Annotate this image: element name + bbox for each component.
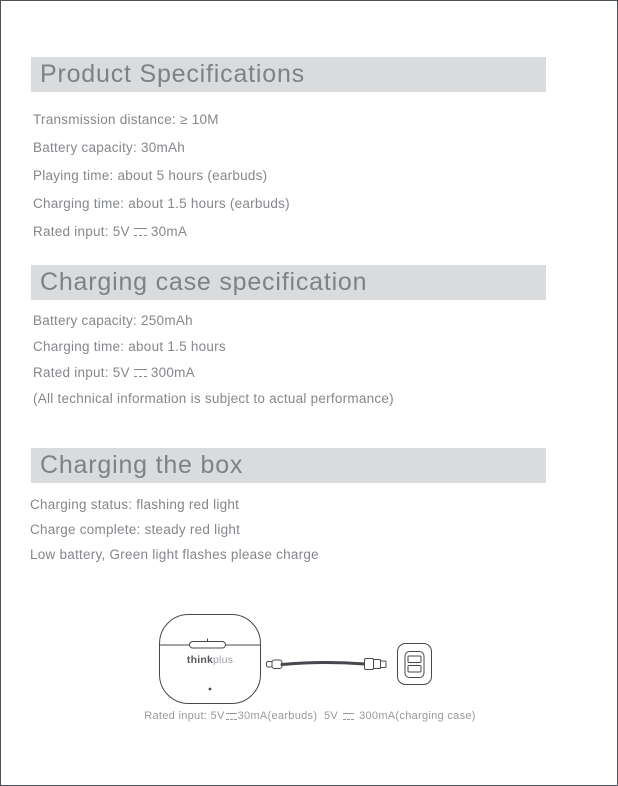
wall-charger bbox=[398, 644, 432, 685]
usb-port-contact-bottom bbox=[408, 666, 421, 673]
usb-port-contact-top bbox=[408, 656, 421, 663]
section-body-charging-case-specification bbox=[33, 307, 394, 411]
spec-line: Charging status: flashing red light bbox=[30, 497, 240, 512]
section-body-product-specifications bbox=[33, 105, 290, 245]
section-header-charging-case-specification bbox=[31, 265, 546, 300]
usb-plug-tip bbox=[381, 661, 387, 668]
usb-port bbox=[405, 652, 424, 678]
spec-line: Charge complete: steady red light bbox=[30, 522, 241, 537]
spec-line: Transmission distance: ≥ 10M bbox=[33, 111, 219, 127]
led-indicator bbox=[209, 688, 212, 691]
spec-line: Charging time: about 1.5 hours bbox=[33, 338, 226, 354]
spec-line: Battery capacity: 250mAh bbox=[33, 312, 193, 328]
hinge-button bbox=[190, 642, 226, 649]
usb-plug-body bbox=[374, 660, 381, 669]
brand-logo: thinkplus bbox=[186, 654, 234, 666]
usb-cable bbox=[267, 659, 387, 670]
dc-symbol-icon bbox=[343, 712, 354, 720]
charging-illustration bbox=[141, 599, 471, 711]
spec-line: Battery capacity: 30mAh bbox=[33, 139, 186, 155]
dc-symbol-icon bbox=[134, 227, 147, 236]
section-title: Charging the box bbox=[40, 451, 244, 479]
dc-symbol-icon bbox=[134, 368, 147, 377]
spec-line: (All technical information is subject to actual performance) bbox=[33, 390, 394, 406]
charging-case-illustration bbox=[160, 615, 261, 704]
spec-line: Rated input: 5V 30mA bbox=[33, 223, 188, 239]
section-header-charging-the-box bbox=[31, 448, 546, 483]
section-title: Charging case specification bbox=[40, 268, 368, 296]
section-title: Product Specifications bbox=[40, 60, 305, 88]
section-header-product-specifications bbox=[31, 57, 546, 92]
spec-line: Low battery, Green light flashes please charge bbox=[30, 547, 319, 562]
section-body-charging-the-box bbox=[30, 492, 319, 567]
dc-symbol-icon bbox=[226, 712, 237, 720]
illustration-caption: Rated input: 5V 30mA(earbuds) 5V 300mA(charging case) bbox=[144, 710, 476, 722]
usb-plug-ferrule bbox=[365, 659, 374, 670]
spec-line: Rated input: 5V 300mA bbox=[33, 364, 195, 380]
spec-line: Charging time: about 1.5 hours (earbuds) bbox=[33, 195, 290, 211]
cable-wire bbox=[282, 663, 365, 665]
cable-connector-body bbox=[272, 660, 282, 669]
spec-line: Playing time: about 5 hours (earbuds) bbox=[33, 167, 268, 183]
